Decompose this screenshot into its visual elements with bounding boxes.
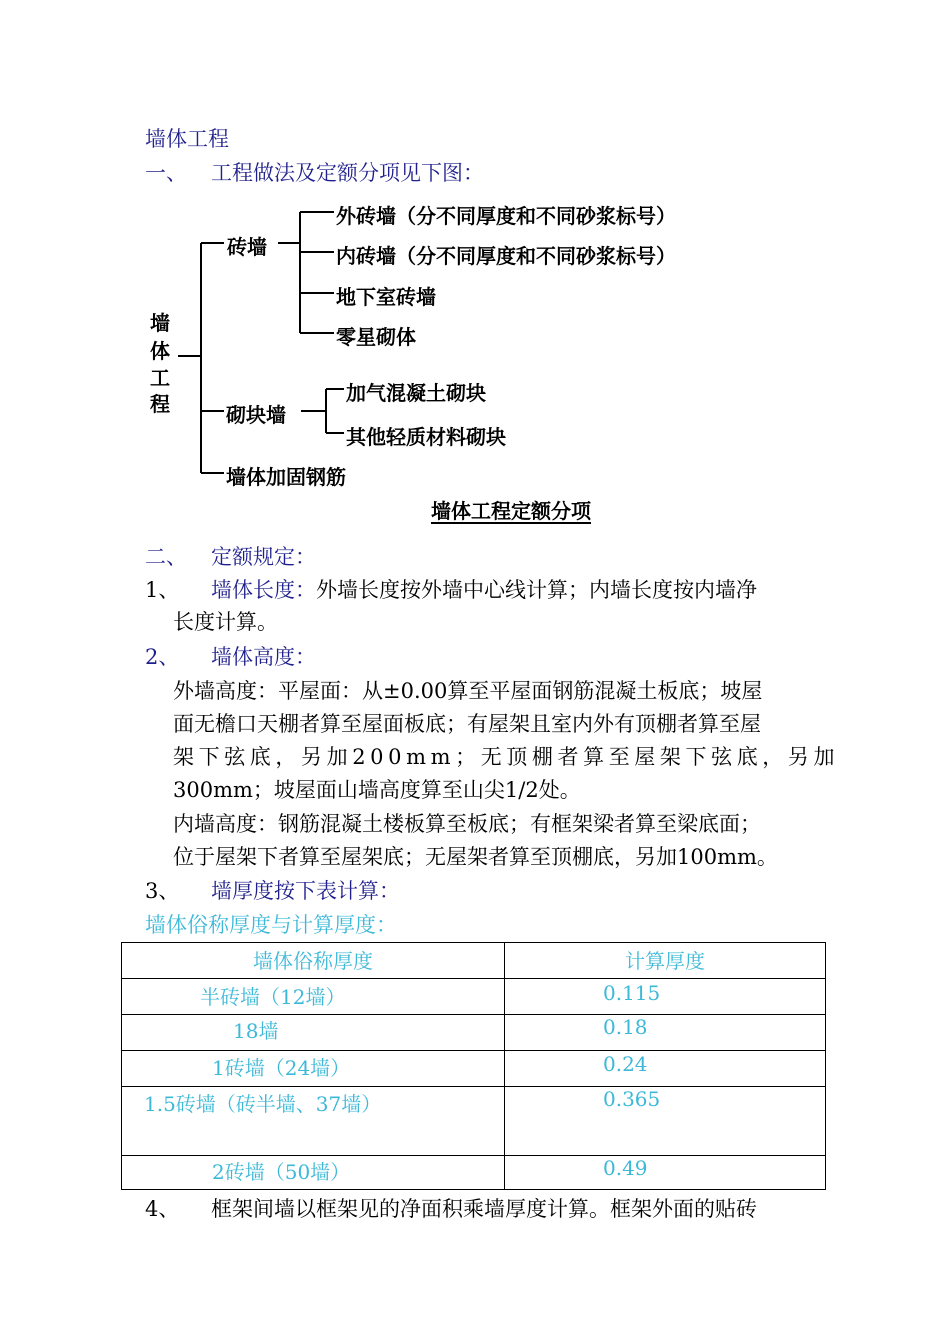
rule3-text: 墙厚度按下表计算： — [211, 879, 400, 903]
rule2-inner-line-2: 位于屋架下者算至屋架底；无屋架者算至顶棚底，另加100mm。 — [173, 845, 778, 869]
table-header-cell: 计算厚度 — [505, 943, 826, 979]
diagram-brick-item-4: 零星砌体 — [336, 325, 416, 349]
diagram-block-item-1: 加气混凝土砌块 — [346, 381, 486, 405]
diagram-reinforcement: 墙体加固钢筋 — [226, 465, 346, 489]
thickness-table — [121, 942, 826, 1190]
table-cell-value: 0.24 — [505, 1051, 826, 1087]
rule2-outer-line-4: 300mm；坡屋面山墙高度算至山尖1/2处。 — [173, 778, 581, 802]
rule4-text: 框架间墙以框架见的净面积乘墙厚度计算。框架外面的贴砖 — [211, 1197, 757, 1221]
table-row — [122, 1087, 826, 1156]
rule3-number: 3、 — [145, 879, 180, 903]
table-cell-name: 半砖墙（12墙） — [122, 979, 505, 1015]
table-cell-name: 18墙 — [122, 1015, 505, 1051]
rule1-continuation: 长度计算。 — [173, 610, 278, 634]
table-row — [122, 1156, 826, 1190]
diagram-brick-item-1: 外砖墙（分不同厚度和不同砂浆标号） — [336, 204, 676, 228]
table-cell-value: 0.49 — [505, 1156, 826, 1190]
diagram-root-char-3: 工 — [150, 366, 170, 390]
table-cell-name: 2砖墙（50墙） — [122, 1156, 505, 1190]
rule1-label: 墙体长度： — [211, 578, 316, 602]
section2-number: 二、 — [145, 545, 187, 569]
table-cell-value: 0.115 — [505, 979, 826, 1015]
rule2-inner-line-1: 内墙高度：钢筋混凝土楼板算至板底；有框架梁者算至梁底面； — [173, 812, 761, 836]
rule2-number: 2、 — [145, 645, 180, 669]
table-header-row — [122, 943, 826, 979]
rule2-label: 墙体高度： — [211, 645, 316, 669]
table-row — [122, 979, 826, 1015]
diagram-caption: 墙体工程定额分项 — [431, 499, 591, 523]
table-title: 墙体俗称厚度与计算厚度： — [145, 913, 397, 937]
diagram-block-wall: 砌块墙 — [226, 403, 286, 427]
diagram-brick-item-2: 内砖墙（分不同厚度和不同砂浆标号） — [336, 244, 676, 268]
diagram-brick-wall: 砖墙 — [227, 235, 267, 259]
table-cell-name: 1砖墙（24墙） — [122, 1051, 505, 1087]
diagram-root-char-4: 程 — [150, 392, 170, 416]
section2-heading: 定额规定： — [211, 545, 316, 569]
rule1-line — [211, 574, 757, 604]
rule1-number: 1、 — [145, 578, 180, 602]
table-cell-value: 0.365 — [505, 1087, 826, 1156]
table-row — [122, 1051, 826, 1087]
diagram-brick-item-3: 地下室砖墙 — [336, 285, 436, 309]
rule2-outer-line-3: 架下弦底，另加200mm；无顶棚者算至屋架下弦底，另加 — [173, 745, 840, 769]
table-cell-value: 0.18 — [505, 1015, 826, 1051]
rule2-outer-line-2: 面无檐口天棚者算至屋面板底；有屋架且室内外有顶棚者算至屋 — [173, 712, 761, 736]
section1-heading: 工程做法及定额分项见下图： — [211, 161, 484, 185]
section1-number: 一、 — [145, 161, 187, 185]
table-row — [122, 1015, 826, 1051]
table-header-cell: 墙体俗称厚度 — [122, 943, 505, 979]
rule4-number: 4、 — [145, 1197, 180, 1221]
rule1-text: 外墙长度按外墙中心线计算；内墙长度按内墙净 — [316, 578, 757, 602]
diagram-root-char-1: 墙 — [150, 311, 170, 335]
diagram-lines — [0, 0, 950, 540]
table-cell-name: 1.5砖墙（砖半墙、37墙） — [122, 1087, 505, 1156]
rule2-outer-line-1: 外墙高度：平屋面：从±0.00算至平屋面钢筋混凝土板底；坡屋 — [173, 679, 763, 703]
page-title: 墙体工程 — [145, 127, 229, 151]
diagram-block-item-2: 其他轻质材料砌块 — [346, 425, 506, 449]
diagram-root-char-2: 体 — [150, 339, 170, 363]
